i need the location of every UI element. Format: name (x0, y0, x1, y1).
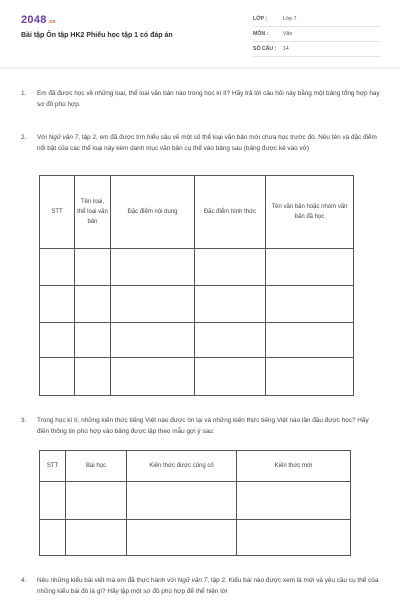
table-cell[interactable] (111, 358, 195, 396)
table-cell[interactable] (195, 323, 266, 358)
book-title: Ngữ văn 7 (177, 577, 208, 584)
table-cell[interactable] (40, 358, 75, 396)
table-cell[interactable] (127, 482, 237, 520)
text-part: Với (37, 134, 49, 141)
column-header: Kiến thức được củng cố (127, 451, 237, 482)
table-cell[interactable] (66, 482, 127, 520)
question-text (37, 576, 381, 597)
table-cell[interactable] (195, 249, 266, 286)
text-part: , tập 2. Kiểu bài nào được xem là mới và yêu cầu cụ thể của những kiểu bài đó là gì? Hãy lập một sơ đồ phù hợp để thể hiện lời (37, 577, 379, 595)
table-header-row (40, 176, 354, 249)
logo-sub: .vn (47, 19, 56, 25)
table-cell[interactable] (127, 520, 237, 556)
question-number: 1. (21, 90, 27, 97)
table-row (40, 323, 354, 358)
column-header: Đặc điểm nội dung (111, 176, 195, 249)
meta-row-class (253, 12, 381, 27)
table-cell[interactable] (237, 520, 351, 556)
page-header (0, 0, 400, 62)
table-cell[interactable] (40, 323, 75, 358)
text-part: , tập 2, em đã được tìm hiểu sâu về một số thể loại văn bản mới chưa học trước đó. Nêu tên và đặc điểm nổi bật của các thể loại này kèm danh mục văn bản cụ thể vào bảng sau (bảng được kẻ vào vở) (37, 134, 377, 152)
question-1 (21, 89, 381, 110)
vietnamese-knowledge-table (39, 450, 351, 556)
meta-info (253, 12, 381, 57)
question-3 (21, 416, 381, 437)
meta-value: 14 (283, 46, 289, 52)
question-4 (21, 576, 381, 597)
text-part: Nêu những kiểu bài viết mà em đã thực hành với (37, 577, 178, 584)
meta-key: SỐ CÂU : (253, 46, 277, 52)
column-header: STT (40, 451, 66, 482)
table-cell[interactable] (195, 286, 266, 323)
table-row (40, 286, 354, 323)
question-number: 3. (21, 417, 27, 424)
table-cell[interactable] (75, 323, 111, 358)
column-header: Đặc điểm hình thức (195, 176, 266, 249)
question-text (37, 133, 381, 154)
logo-main: 2048 (21, 14, 47, 26)
column-header: Kiến thức mới (237, 451, 351, 482)
table-cell[interactable] (266, 358, 354, 396)
meta-value: Văn (283, 31, 293, 37)
table-cell[interactable] (75, 286, 111, 323)
question-number: 4. (21, 577, 27, 584)
column-header: Tên văn bản hoặc nhóm văn bản đã học (266, 176, 354, 249)
table-cell[interactable] (40, 482, 66, 520)
column-header: Bài học (66, 451, 127, 482)
table-cell[interactable] (195, 358, 266, 396)
table-row (40, 482, 351, 520)
table-cell[interactable] (266, 249, 354, 286)
document-title: Bài tập Ôn tập HK2 Phiếu học tập 1 có đáp án (21, 32, 173, 39)
question-text: Em đã được học về những loại, thể loại văn bản nào trong học kì II? Hãy trả lời câu hỏi này bằng một bảng tổng hợp hay sơ đồ phù hợp. (37, 90, 380, 108)
book-title: Ngữ văn 7 (48, 134, 79, 141)
meta-row-subject (253, 27, 381, 42)
header-divider (0, 67, 400, 69)
table-cell[interactable] (40, 249, 75, 286)
table-cell[interactable] (40, 520, 66, 556)
table-cell[interactable] (237, 482, 351, 520)
literature-summary-table (39, 175, 354, 396)
meta-row-count (253, 42, 381, 57)
question-number: 2. (21, 134, 27, 141)
table-cell[interactable] (40, 286, 75, 323)
table-cell[interactable] (266, 286, 354, 323)
meta-value: Lớp 7 (283, 16, 297, 22)
column-header: Tên loại, thể loại văn bản (75, 176, 111, 249)
meta-key: LỚP : (253, 16, 268, 22)
table-cell[interactable] (75, 249, 111, 286)
table-cell[interactable] (75, 358, 111, 396)
table-row (40, 520, 351, 556)
site-logo[interactable] (21, 14, 56, 26)
table-row (40, 358, 354, 396)
meta-key: MÔN : (253, 31, 269, 37)
table-cell[interactable] (111, 323, 195, 358)
table-header-row (40, 451, 351, 482)
table-row (40, 249, 354, 286)
column-header: STT (40, 176, 75, 249)
table-cell[interactable] (111, 249, 195, 286)
question-text: Trong học kì II, những kiến thức tiếng Việt nào được ôn lại và những kiến thức tiếng Việt nào lần đầu được học? Hãy điền thông tin phù hợp vào bảng được lập theo mẫu gợi ý sau: (37, 417, 369, 435)
table-cell[interactable] (111, 286, 195, 323)
table-cell[interactable] (66, 520, 127, 556)
table-cell[interactable] (266, 323, 354, 358)
question-2 (21, 133, 381, 154)
